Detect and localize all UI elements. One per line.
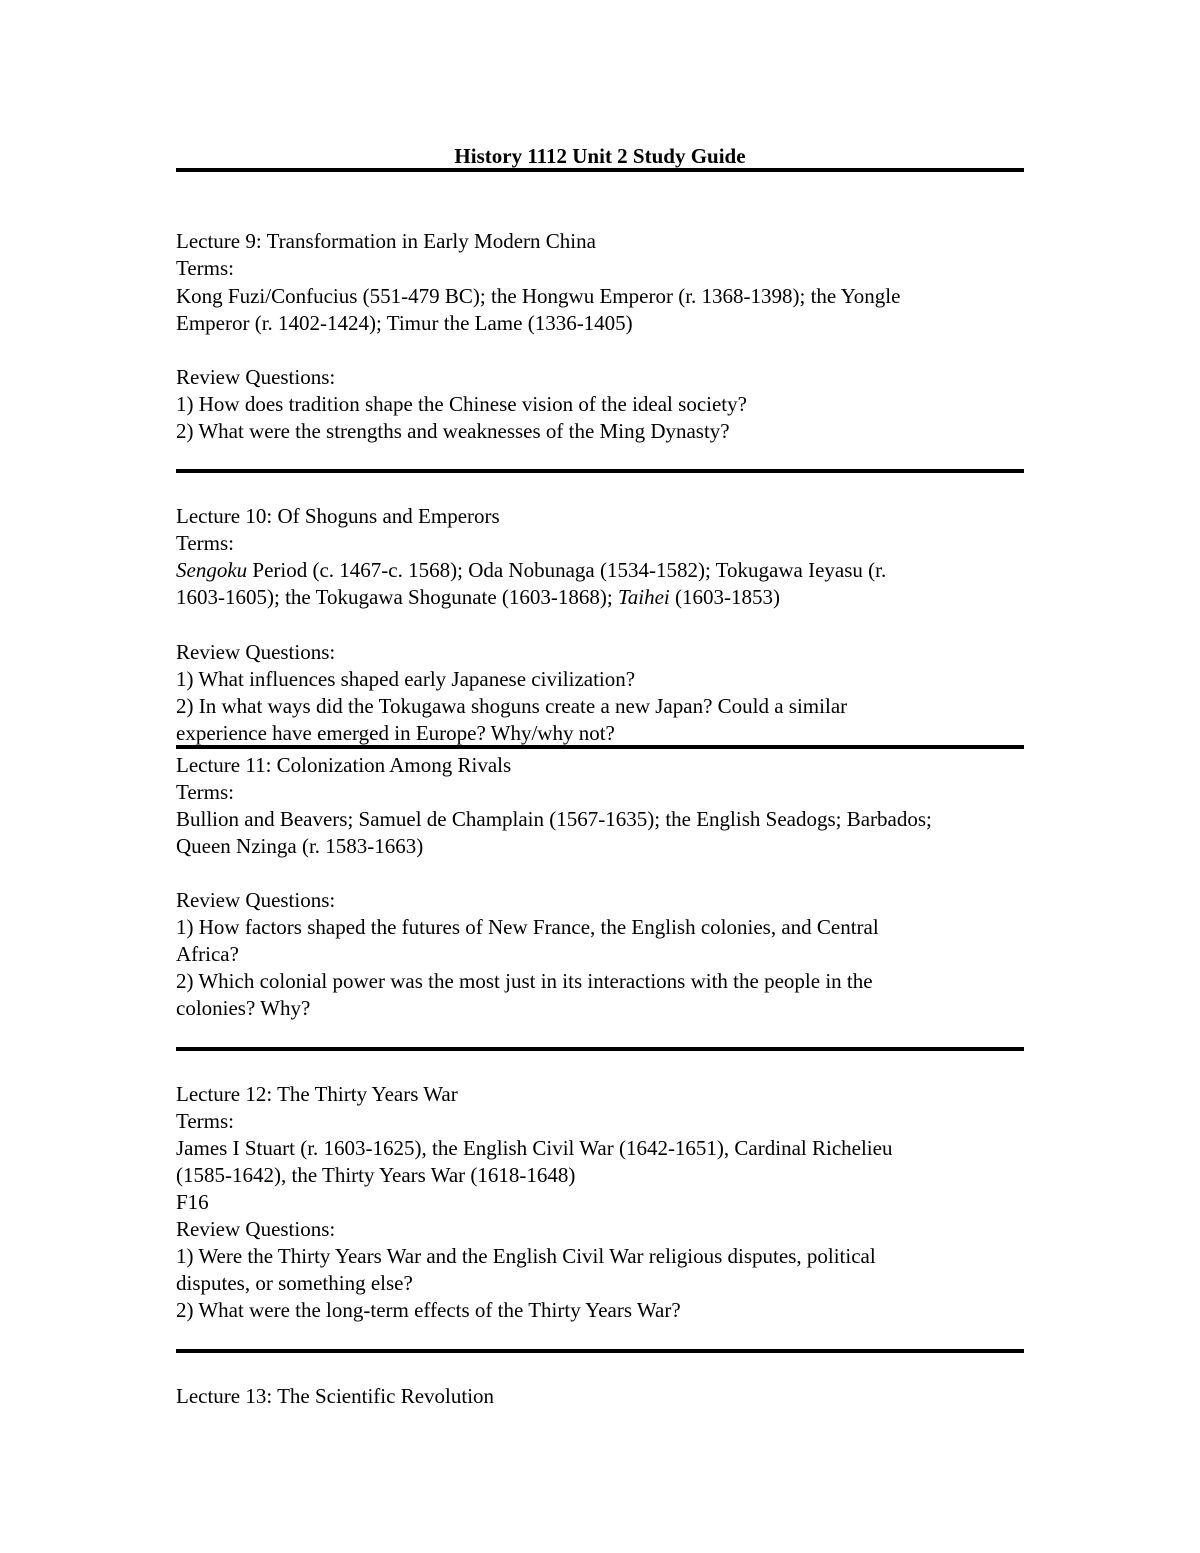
lecture-10-terms-line-1-rest: Period (c. 1467-c. 1568); Oda Nobunaga (1534-1582); Tokugawa Ieyasu (r. <box>247 558 887 582</box>
lecture-12-review-label: Review Questions: <box>176 1217 336 1241</box>
lecture-11-question-1-line-1: 1) How factors shaped the futures of New France, the English colonies, and Central <box>176 915 879 939</box>
lecture-11-question-1-line-2: Africa? <box>176 942 239 966</box>
lecture-13-heading: Lecture 13: The Scientific Revolution <box>176 1384 495 1408</box>
lecture-10-terms-line-2-start: 1603-1605); the Tokugawa Shogunate (1603-1868); <box>176 585 618 609</box>
lecture-9-review-label: Review Questions: <box>176 365 336 389</box>
section-rule-2 <box>176 745 1024 749</box>
lecture-12-terms-line-2: (1585-1642), the Thirty Years War (1618-1648) <box>176 1163 576 1187</box>
lecture-12-heading: Lecture 12: The Thirty Years War <box>176 1082 458 1106</box>
lecture-12-question-1-line-2: disputes, or something else? <box>176 1271 413 1295</box>
lecture-10-terms-label: Terms: <box>176 531 235 555</box>
lecture-12-terms-line-1: James I Stuart (r. 1603-1625), the English Civil War (1642-1651), Cardinal Richelieu <box>176 1136 893 1160</box>
section-rule-3 <box>176 1047 1024 1051</box>
lecture-9-terms-line-1: Kong Fuzi/Confucius (551-479 BC); the Hongwu Emperor (r. 1368-1398); the Yongle <box>176 284 901 308</box>
lecture-9-heading: Lecture 9: Transformation in Early Modern China <box>176 229 596 253</box>
lecture-11-heading: Lecture 11: Colonization Among Rivals <box>176 753 512 777</box>
term-sengoku: Sengoku <box>176 558 248 582</box>
lecture-11-review-label: Review Questions: <box>176 888 336 912</box>
document-title: History 1112 Unit 2 Study Guide <box>454 144 746 168</box>
lecture-10-question-2-line-2: experience have emerged in Europe? Why/why not? <box>176 721 615 745</box>
lecture-11-terms-label: Terms: <box>176 780 235 804</box>
lecture-9-terms-label: Terms: <box>176 256 235 280</box>
lecture-10-review-label: Review Questions: <box>176 640 336 664</box>
lecture-12-terms-label: Terms: <box>176 1109 235 1133</box>
lecture-10-terms-line-1 <box>176 557 886 584</box>
lecture-9-question-2: 2) What were the strengths and weaknesses of the Ming Dynasty? <box>176 419 730 443</box>
lecture-10-question-1: 1) What influences shaped early Japanese civilization? <box>176 667 636 691</box>
lecture-9-terms-line-2: Emperor (r. 1402-1424); Timur the Lame (1336-1405) <box>176 311 633 335</box>
lecture-9-question-1: 1) How does tradition shape the Chinese vision of the ideal society? <box>176 392 747 416</box>
lecture-12-question-1-line-1: 1) Were the Thirty Years War and the English Civil War religious disputes, political <box>176 1244 876 1268</box>
lecture-10-heading: Lecture 10: Of Shoguns and Emperors <box>176 504 500 528</box>
lecture-11-terms-line-2: Queen Nzinga (r. 1583-1663) <box>176 834 424 858</box>
lecture-12-question-2: 2) What were the long-term effects of the Thirty Years War? <box>176 1298 681 1322</box>
lecture-10-terms-line-2 <box>176 584 780 611</box>
section-rule-4 <box>176 1349 1024 1353</box>
section-rule-1 <box>176 469 1024 473</box>
lecture-11-question-2-line-2: colonies? Why? <box>176 996 311 1020</box>
lecture-10-terms-line-2-end: (1603-1853) <box>669 585 780 609</box>
lecture-12-code: F16 <box>176 1190 209 1214</box>
title-rule <box>176 168 1024 172</box>
lecture-10-question-2-line-1: 2) In what ways did the Tokugawa shoguns create a new Japan? Could a similar <box>176 694 848 718</box>
term-taihei: Taihei <box>617 585 670 609</box>
lecture-11-terms-line-1: Bullion and Beavers; Samuel de Champlain (1567-1635); the English Seadogs; Barbados; <box>176 807 932 831</box>
lecture-11-question-2-line-1: 2) Which colonial power was the most just in its interactions with the people in the <box>176 969 873 993</box>
